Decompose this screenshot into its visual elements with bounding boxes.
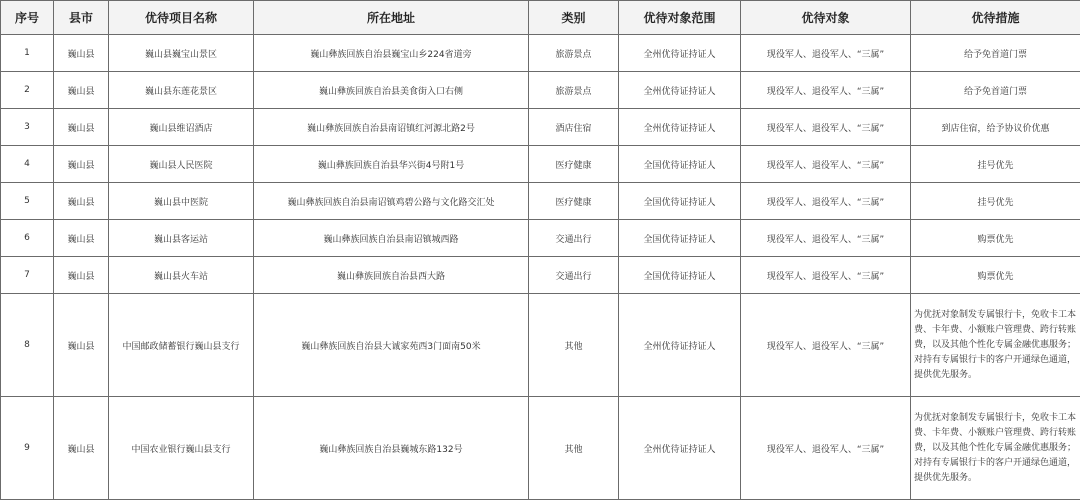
- cell-measure: 购票优先: [911, 257, 1080, 294]
- cell-address: 巍山彝族回族自治县南诏镇城西路: [254, 220, 529, 257]
- header-category: 类别: [529, 1, 619, 35]
- cell-category: 酒店住宿: [529, 109, 619, 146]
- table-row: [1, 183, 1080, 220]
- cell-category: 交通出行: [529, 220, 619, 257]
- cell-no: 2: [1, 72, 54, 109]
- cell-target: 现役军人、退役军人、“三属”: [741, 294, 911, 397]
- header-scope: 优待对象范围: [619, 1, 741, 35]
- cell-scope: 全州优待证持证人: [619, 109, 741, 146]
- cell-measure: 为优抚对象制发专属银行卡，免收卡工本费、卡年费、小额账户管理费、跨行转账费，以及其他个性化专属金融优惠服务；对持有专属银行卡的客户开通绿色通道，提供优先服务。: [911, 397, 1080, 500]
- table-row: [1, 397, 1080, 500]
- cell-project-name: 巍山县巍宝山景区: [109, 35, 254, 72]
- cell-address: 巍山彝族回族自治县华兴街4号附1号: [254, 146, 529, 183]
- cell-target: 现役军人、退役军人、“三属”: [741, 109, 911, 146]
- cell-no: 9: [1, 397, 54, 500]
- cell-target: 现役军人、退役军人、“三属”: [741, 220, 911, 257]
- cell-county: 巍山县: [54, 146, 109, 183]
- cell-no: 4: [1, 146, 54, 183]
- header-project-name: 优待项目名称: [109, 1, 254, 35]
- cell-measure: 挂号优先: [911, 183, 1080, 220]
- cell-category: 医疗健康: [529, 146, 619, 183]
- table-row: [1, 146, 1080, 183]
- cell-county: 巍山县: [54, 257, 109, 294]
- cell-scope: 全国优待证持证人: [619, 183, 741, 220]
- header-measure: 优待措施: [911, 1, 1080, 35]
- cell-scope: 全州优待证持证人: [619, 397, 741, 500]
- table-row: [1, 35, 1080, 72]
- cell-target: 现役军人、退役军人、“三属”: [741, 35, 911, 72]
- table-row: [1, 109, 1080, 146]
- cell-county: 巍山县: [54, 220, 109, 257]
- cell-target: 现役军人、退役军人、“三属”: [741, 72, 911, 109]
- cell-address: 巍山彝族回族自治县美食街入口右侧: [254, 72, 529, 109]
- cell-no: 7: [1, 257, 54, 294]
- cell-scope: 全州优待证持证人: [619, 294, 741, 397]
- table-row: [1, 294, 1080, 397]
- table-body: [1, 35, 1080, 500]
- table-header: [1, 1, 1080, 35]
- table-row: [1, 257, 1080, 294]
- cell-no: 6: [1, 220, 54, 257]
- cell-scope: 全州优待证持证人: [619, 35, 741, 72]
- cell-county: 巍山县: [54, 72, 109, 109]
- cell-address: 巍山彝族回族自治县西大路: [254, 257, 529, 294]
- cell-scope: 全州优待证持证人: [619, 72, 741, 109]
- cell-no: 5: [1, 183, 54, 220]
- cell-project-name: 巍山县人民医院: [109, 146, 254, 183]
- cell-project-name: 巍山县中医院: [109, 183, 254, 220]
- cell-measure: 给予免首道门票: [911, 35, 1080, 72]
- cell-category: 旅游景点: [529, 35, 619, 72]
- table-row: [1, 72, 1080, 109]
- cell-category: 医疗健康: [529, 183, 619, 220]
- cell-scope: 全国优待证持证人: [619, 257, 741, 294]
- cell-project-name: 巍山县维诏酒店: [109, 109, 254, 146]
- header-no: 序号: [1, 1, 54, 35]
- cell-measure: 给予免首道门票: [911, 72, 1080, 109]
- cell-target: 现役军人、退役军人、“三属”: [741, 183, 911, 220]
- header-county: 县市: [54, 1, 109, 35]
- cell-no: 8: [1, 294, 54, 397]
- cell-project-name: 巍山县客运站: [109, 220, 254, 257]
- header-target: 优待对象: [741, 1, 911, 35]
- cell-measure: 购票优先: [911, 220, 1080, 257]
- cell-scope: 全国优待证持证人: [619, 220, 741, 257]
- cell-project-name: 中国邮政储蓄银行巍山县支行: [109, 294, 254, 397]
- cell-project-name: 巍山县火车站: [109, 257, 254, 294]
- cell-target: 现役军人、退役军人、“三属”: [741, 397, 911, 500]
- cell-category: 其他: [529, 294, 619, 397]
- cell-measure: 挂号优先: [911, 146, 1080, 183]
- cell-category: 旅游景点: [529, 72, 619, 109]
- cell-address: 巍山彝族回族自治县巍宝山乡224省道旁: [254, 35, 529, 72]
- cell-target: 现役军人、退役军人、“三属”: [741, 146, 911, 183]
- cell-county: 巍山县: [54, 397, 109, 500]
- cell-no: 3: [1, 109, 54, 146]
- cell-address: 巍山彝族回族自治县南诏镇鸡碧公路与文化路交汇处: [254, 183, 529, 220]
- cell-no: 1: [1, 35, 54, 72]
- cell-project-name: 巍山县东莲花景区: [109, 72, 254, 109]
- cell-category: 其他: [529, 397, 619, 500]
- cell-address: 巍山彝族回族自治县大诚家苑西3门面南50米: [254, 294, 529, 397]
- cell-address: 巍山彝族回族自治县巍城东路132号: [254, 397, 529, 500]
- cell-target: 现役军人、退役军人、“三属”: [741, 257, 911, 294]
- cell-county: 巍山县: [54, 109, 109, 146]
- cell-county: 巍山县: [54, 35, 109, 72]
- cell-measure: 到店住宿，给予协议价优惠: [911, 109, 1080, 146]
- cell-measure: 为优抚对象制发专属银行卡，免收卡工本费、卡年费、小额账户管理费、跨行转账费，以及其他个性化专属金融优惠服务；对持有专属银行卡的客户开通绿色通道，提供优先服务。: [911, 294, 1080, 397]
- cell-county: 巍山县: [54, 294, 109, 397]
- cell-project-name: 中国农业银行巍山县支行: [109, 397, 254, 500]
- table-row: [1, 220, 1080, 257]
- cell-scope: 全国优待证持证人: [619, 146, 741, 183]
- cell-category: 交通出行: [529, 257, 619, 294]
- cell-address: 巍山彝族回族自治县南诏镇红河源北路2号: [254, 109, 529, 146]
- header-address: 所在地址: [254, 1, 529, 35]
- cell-county: 巍山县: [54, 183, 109, 220]
